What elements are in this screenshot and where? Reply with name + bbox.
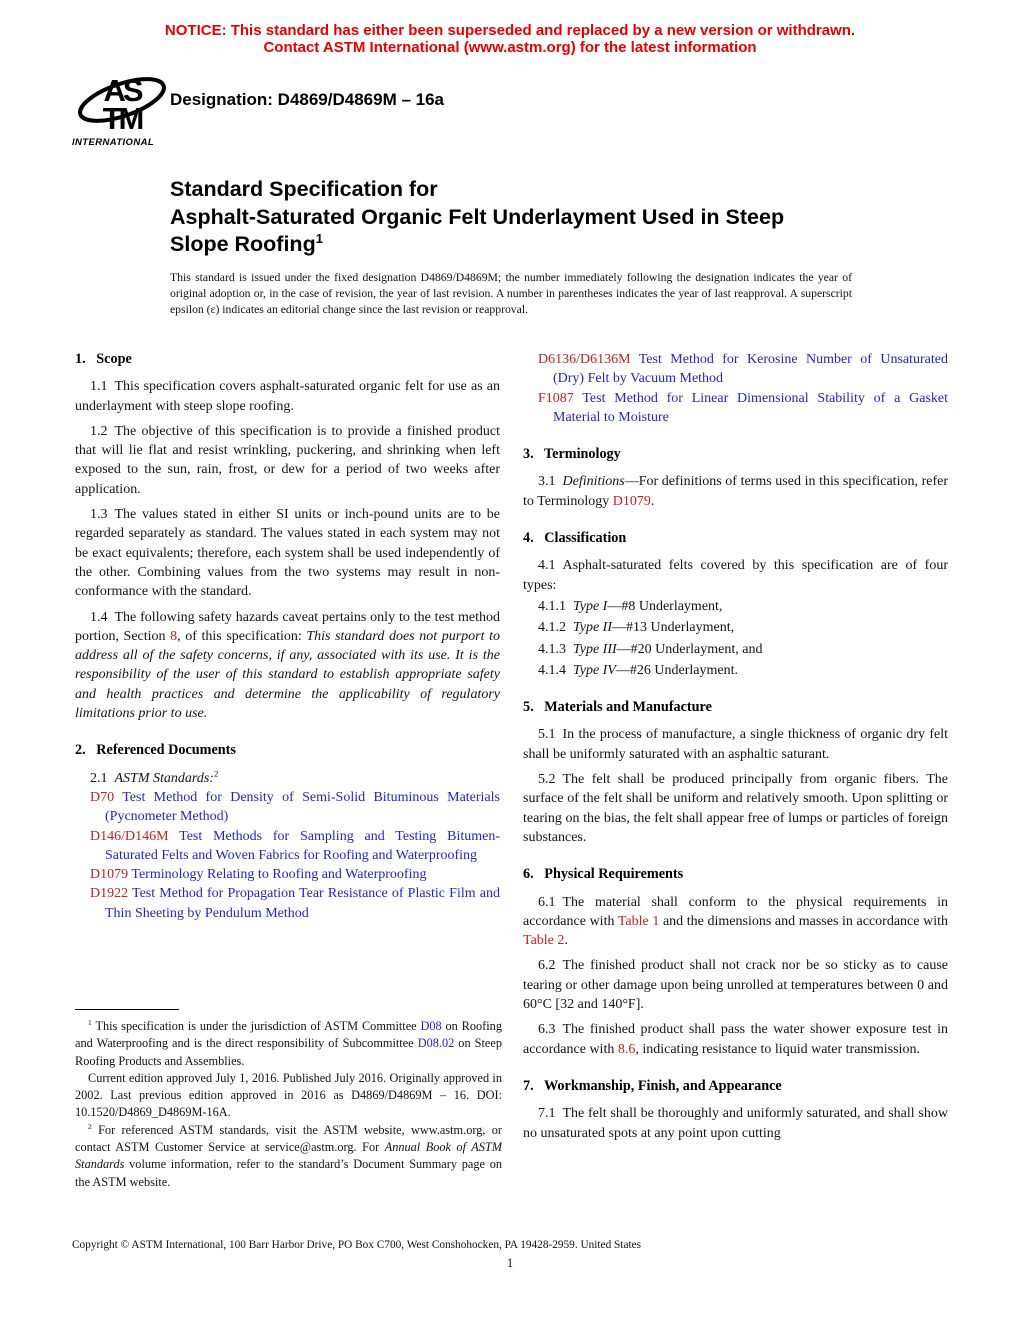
- svg-text:AS: AS: [103, 73, 141, 108]
- text-segment: 4.1.1: [538, 598, 573, 614]
- text-segment: 5.2 The felt shall be produced principally from organic fibers. The surface of the felt shall be uniform and relatively smooth. Upon splitting or tearing on the bias, the felt shall appear free of lumps or particles of foreign substances.: [523, 772, 948, 845]
- text-segment: , of this specification:: [177, 628, 307, 644]
- abstract-paragraph: This standard is issued under the fixed designation D4869/D4869M; the number immediately following the designation indicates the year of original adoption or, in the case of revision, the year of last revision. A number in parentheses indicates the year of last reapproval. A superscript epsilon (ε) indicates an editorial change since the last revision or reapproval.: [170, 271, 852, 316]
- footnotes-block: [75, 1009, 502, 1191]
- paragraph-6-2: [523, 956, 948, 1014]
- title-line-1: Standard Specification for: [170, 177, 438, 201]
- paragraph-4-1-4: [523, 661, 948, 680]
- title-line-3: [170, 231, 870, 259]
- paragraph-5-2: [523, 770, 948, 847]
- text-segment: —#26 Underlayment.: [615, 662, 738, 678]
- notice-banner: [0, 22, 1020, 56]
- text-segment: For referenced ASTM standards, visit the ASTM website, www.astm.org, or contact ASTM Customer Service at service@astm.org. For: [75, 1122, 502, 1155]
- text-segment: 2.1: [90, 770, 115, 786]
- notice-line-2: Contact ASTM International (www.astm.org) for the latest information: [263, 39, 757, 56]
- text-segment: 6.2 The finished product shall not crack nor be so sticky as to cause tearing or other damage upon being unrolled at temperatures between 0 and 60°C [32 and 140°F].: [523, 958, 948, 1013]
- text-segment: Type II: [573, 620, 612, 636]
- reference-link[interactable]: D146/D146M: [90, 828, 169, 844]
- reference-item-d1079: [75, 865, 500, 884]
- text-segment: .: [564, 933, 568, 949]
- section-4-heading: 4. Classification: [523, 530, 627, 547]
- reference-link[interactable]: F1087: [538, 390, 574, 406]
- paragraph-4-1-2: [523, 618, 948, 637]
- text-segment: 6.1 The material shall conform to the physical requirements in accordance with: [523, 894, 948, 929]
- reference-item-f1087: [523, 389, 948, 428]
- footnote-divider: [75, 1009, 179, 1010]
- text-segment: —For definitions of terms used in this specification, refer to Terminology: [523, 474, 948, 509]
- reference-link[interactable]: D1922: [90, 886, 129, 902]
- text-segment: This standard does not purport to address all of the safety concerns, if any, associated with its use. It is the responsibility of the user of this standard to establish appropriate safety and health practices and determine the applicability of regulatory limitations prior to use.: [75, 628, 500, 722]
- reference-item-d6136: [523, 350, 948, 389]
- text-segment: This specification is under the jurisdiction of ASTM Committee: [91, 1019, 421, 1033]
- logo-international-label: INTERNATIONAL: [72, 137, 155, 148]
- reference-link[interactable]: D1079: [90, 867, 129, 883]
- reference-link[interactable]: Table 1: [617, 913, 660, 929]
- copyright-line: Copyright © ASTM International, 100 Barr Harbor Drive, PO Box C700, West Conshohocken, PA 19428-2959. United States: [72, 1239, 642, 1251]
- reference-link[interactable]: Test Method for Linear Dimensional Stability of a Gasket Material to Moisture: [553, 390, 948, 425]
- text-segment: Type IV: [573, 662, 616, 678]
- text-segment: 4.1.4: [538, 662, 573, 678]
- notice-line-1: NOTICE: This standard has either been superseded and replaced by a new version or withdrawn.: [164, 22, 856, 39]
- paragraph-7-1: [523, 1104, 948, 1143]
- text-segment: —#8 Underlayment,: [607, 598, 723, 614]
- paragraph-2-1: [75, 769, 500, 788]
- text-segment: Definitions: [562, 474, 625, 490]
- paragraph-3-1: [523, 472, 948, 511]
- reference-link[interactable]: Test Method for Kerosine Number of Unsaturated (Dry) Felt by Vacuum Method: [553, 352, 948, 387]
- title-line-3-text: Slope Roofing: [170, 232, 316, 256]
- title-footnote-marker: 1: [315, 230, 323, 246]
- text-segment: 4.1.2: [538, 620, 573, 636]
- paragraph-4-1: [523, 556, 948, 595]
- text-segment: Type III: [573, 641, 617, 657]
- reference-link[interactable]: Test Method for Propagation Tear Resistance of Plastic Film and Thin Sheeting by Pendulum Method: [105, 886, 500, 921]
- text-segment: 1.2 The objective of this specification is to provide a finished product that will lie flat and resist wrinkling, puckering, and shrinking when left exposed to the sun, rain, frost, or dew for a period of two weeks after application.: [75, 423, 500, 497]
- reference-item-d70: [75, 788, 500, 827]
- section-6-heading: 6. Physical Requirements: [523, 866, 684, 883]
- text-segment: 1.4 The following safety hazards caveat pertains only to the test method portion, Section: [75, 609, 500, 644]
- text-segment: and the dimensions and masses in accordance with: [659, 913, 948, 929]
- footnote-edition: [75, 1070, 502, 1122]
- text-segment: 6.3 The finished product shall pass the water shower exposure test in accordance with: [523, 1022, 948, 1057]
- text-segment: ASTM Standards:: [114, 770, 214, 786]
- reference-link[interactable]: 8: [170, 628, 178, 644]
- paragraph-6-3: [523, 1020, 948, 1059]
- reference-link[interactable]: D70: [90, 789, 115, 805]
- reference-item-d146: [75, 827, 500, 866]
- reference-link[interactable]: Table 2: [523, 933, 565, 949]
- astm-globe-icon: [76, 70, 168, 134]
- paragraph-4-1-1: [523, 597, 948, 616]
- reference-link[interactable]: D6136/D6136M: [538, 352, 631, 367]
- text-segment: 2: [88, 1121, 92, 1131]
- text-segment: on Steep Roofing Products and Assemblies.: [75, 1036, 502, 1068]
- footnote-2: [75, 1122, 502, 1191]
- text-segment: , indicating resistance to liquid water transmission.: [635, 1041, 920, 1057]
- astm-logo: [72, 70, 172, 148]
- text-segment: 2: [213, 767, 219, 778]
- text-segment: 1.3 The values stated in either SI units or inch-pound units are to be regarded separately as standard. The values stated in each system may not be exact equivalents; therefore, each system shall be used independently of the other. Combining values from the two systems may result in non-conformance with the standard.: [75, 507, 500, 600]
- text-segment: on Roofing and Waterproofing and is the direct responsibility of Subcommittee: [75, 1019, 502, 1051]
- reference-link[interactable]: 8.6: [617, 1041, 636, 1057]
- text-segment: volume information, refer to the standard’s Document Summary page on the ASTM website.: [75, 1157, 502, 1189]
- reference-link[interactable]: D08.02: [417, 1036, 455, 1051]
- footnote-1: [75, 1018, 502, 1070]
- paragraph-1-2: [75, 422, 500, 499]
- reference-link[interactable]: D08: [420, 1019, 442, 1033]
- paragraph-1-4: [75, 608, 500, 724]
- reference-link[interactable]: Test Method for Density of Semi-Solid Bituminous Materials (Pycnometer Method): [105, 789, 500, 825]
- reference-link[interactable]: D1079: [612, 493, 651, 509]
- section-2-heading: 2. Referenced Documents: [75, 742, 236, 759]
- text-segment: Annual Book of ASTM Standards: [75, 1140, 502, 1172]
- text-segment: 5.1 In the process of manufacture, a single thickness of organic dry felt shall be uniformly saturated with an asphaltic saturant.: [523, 727, 948, 762]
- text-segment: —#13 Underlayment,: [612, 620, 735, 636]
- paragraph-1-1: [75, 377, 500, 416]
- section-5-heading: 5. Materials and Manufacture: [523, 699, 712, 716]
- text-segment: Current edition approved July 1, 2016. Published July 2016. Originally approved in 2002. Last previous edition approved in 2016 as D4869/D4869M – 16. DOI: 10.1520/D4869_D4869M-16A.: [75, 1070, 502, 1120]
- text-segment: —#20 Underlayment, and: [616, 641, 763, 657]
- page-number: 1: [506, 1256, 514, 1270]
- reference-link[interactable]: Terminology Relating to Roofing and Waterproofing: [128, 867, 427, 883]
- paragraph-5-1: [523, 725, 948, 764]
- svg-text:TM: TM: [102, 101, 142, 134]
- section-3-heading: 3. Terminology: [523, 446, 621, 463]
- text-segment: 1.1 This specification covers asphalt-saturated organic felt for use as an underlayment with steep slope roofing.: [75, 379, 500, 414]
- designation: Designation: D4869/D4869M – 16a: [170, 90, 445, 109]
- text-segment: 3.1: [538, 474, 563, 490]
- section-7-heading: 7. Workmanship, Finish, and Appearance: [523, 1077, 782, 1094]
- text-segment: 4.1 Asphalt-saturated felts covered by this specification are of four types:: [523, 558, 948, 593]
- paragraph-1-3: [75, 505, 500, 601]
- text-segment: .: [650, 493, 655, 509]
- text-segment: 1: [88, 1017, 92, 1027]
- title-line-2: Asphalt-Saturated Organic Felt Underlayment Used in Steep: [170, 204, 785, 229]
- text-segment: Type I: [573, 598, 608, 614]
- reference-item-d1922: [75, 884, 500, 923]
- right-column: [523, 350, 948, 1143]
- paragraph-6-1: [523, 893, 948, 951]
- document-title: [170, 176, 870, 259]
- reference-link[interactable]: Test Methods for Sampling and Testing Bitumen-Saturated Felts and Woven Fabrics for Roofing and Waterproofing: [105, 828, 500, 863]
- section-1-heading: 1. Scope: [75, 351, 132, 367]
- paragraph-4-1-3: [523, 640, 948, 659]
- text-segment: 7.1 The felt shall be thoroughly and uniformly saturated, and shall show no unsaturated spots at any point upon cutting: [523, 1106, 948, 1141]
- text-segment: 4.1.3: [538, 641, 573, 657]
